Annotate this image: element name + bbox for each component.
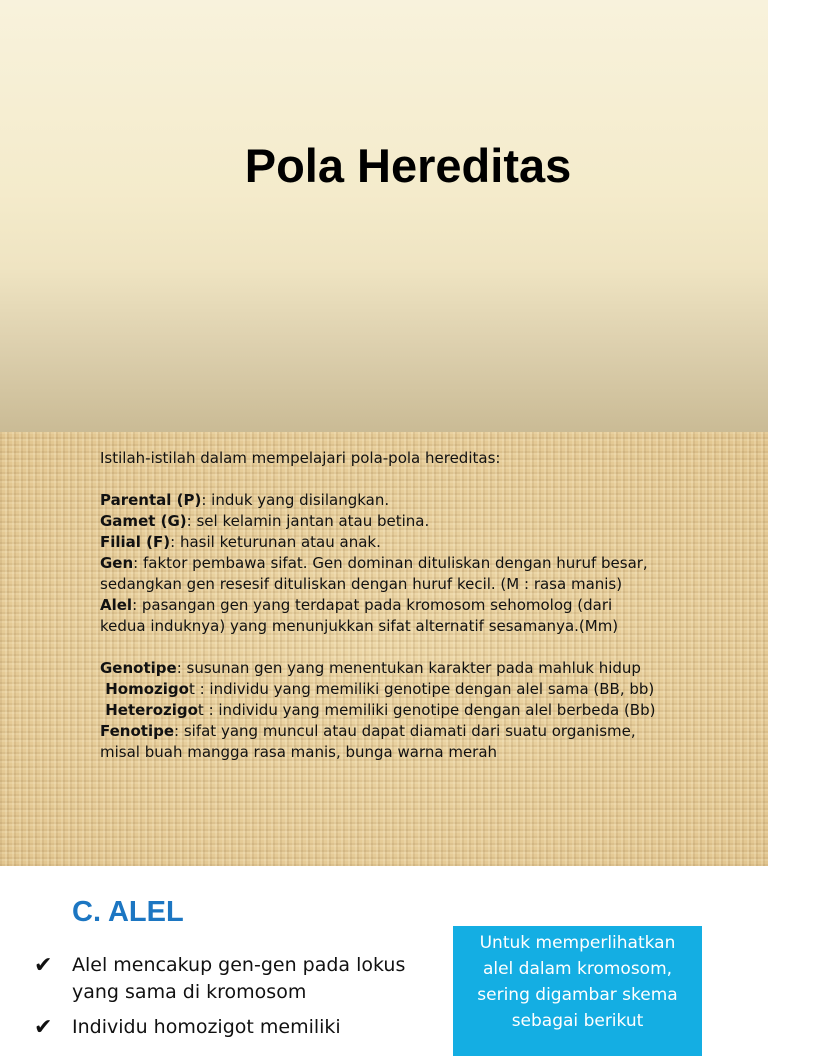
term-label: Gen bbox=[100, 554, 134, 572]
term-definition: : sel kelamin jantan atau betina. bbox=[186, 512, 430, 530]
term-line bbox=[100, 574, 700, 595]
term-label: Gamet (G) bbox=[100, 512, 187, 530]
term-label: Filial (F) bbox=[100, 533, 171, 551]
term-line bbox=[100, 595, 700, 616]
term-definition: t : individu yang memiliki genotipe dengan alel sama (BB, bb) bbox=[188, 680, 655, 698]
term-definition: t : individu yang memiliki genotipe dengan alel berbeda (Bb) bbox=[197, 701, 656, 719]
term-line bbox=[100, 553, 700, 574]
check-mark-icon: ✔ bbox=[34, 953, 53, 978]
term-definition: : hasil keturunan atau anak. bbox=[170, 533, 381, 551]
info-line: sebagai berikut bbox=[511, 1011, 644, 1031]
bullet-text bbox=[72, 952, 405, 1006]
term-definition: kedua induknya) yang menunjukkan sifat alternatif sesamanya.(Mm) bbox=[100, 617, 619, 635]
term-definition: misal buah mangga rasa manis, bunga warna merah bbox=[100, 743, 498, 761]
term-line bbox=[100, 532, 700, 553]
check-mark-icon: ✔ bbox=[34, 1015, 53, 1040]
term-definition: : sifat yang muncul atau dapat diamati dari suatu organisme, bbox=[174, 722, 636, 740]
info-line: sering digambar skema bbox=[477, 985, 678, 1005]
term-definition: : susunan gen yang menentukan karakter pada mahluk hidup bbox=[176, 659, 641, 677]
intro-text: Istilah-istilah dalam mempelajari pola-pola hereditas: bbox=[100, 449, 501, 467]
term-line bbox=[100, 511, 700, 532]
term-label: Genotipe bbox=[100, 659, 177, 677]
term-definition: : faktor pembawa sifat. Gen dominan dituliskan dengan huruf besar, bbox=[133, 554, 648, 572]
term-definition: : pasangan gen yang terdapat pada kromosom sehomolog (dari bbox=[132, 596, 613, 614]
bullet-text bbox=[72, 1014, 341, 1041]
term-label: Parental (P) bbox=[100, 491, 202, 509]
bullet-item bbox=[34, 1014, 341, 1041]
info-line: Untuk memperlihatkan bbox=[479, 933, 676, 953]
term-line bbox=[100, 616, 700, 637]
bullet-line: yang sama di kromosom bbox=[72, 981, 307, 1003]
slide-title: Pola Hereditas bbox=[244, 139, 572, 192]
term-definition: : induk yang disilangkan. bbox=[201, 491, 390, 509]
term-line bbox=[100, 679, 700, 700]
term-line bbox=[100, 658, 700, 679]
term-line bbox=[100, 721, 700, 742]
term-definition: sedangkan gen resesif dituliskan dengan huruf kecil. (M : rasa manis) bbox=[100, 575, 623, 593]
terms-content bbox=[100, 448, 700, 763]
bullet-line: Individu homozigot memiliki bbox=[72, 1016, 341, 1038]
title-slide bbox=[0, 0, 768, 432]
term-label: Alel bbox=[100, 596, 133, 614]
alel-slide bbox=[0, 866, 768, 1040]
term-label: Fenotipe bbox=[100, 722, 175, 740]
info-line: alel dalam kromosom, bbox=[482, 959, 673, 979]
section-heading: C. ALEL bbox=[72, 896, 184, 928]
info-callout-box bbox=[453, 926, 702, 1056]
terms-slide bbox=[0, 432, 768, 866]
term-label: Homozigo bbox=[100, 680, 189, 698]
bullet-line: Alel mencakup gen-gen pada lokus bbox=[72, 954, 406, 976]
bullet-item bbox=[34, 952, 405, 1006]
term-label: Heterozigo bbox=[100, 701, 198, 719]
term-line bbox=[100, 742, 700, 763]
term-line bbox=[100, 700, 700, 721]
term-line bbox=[100, 490, 700, 511]
